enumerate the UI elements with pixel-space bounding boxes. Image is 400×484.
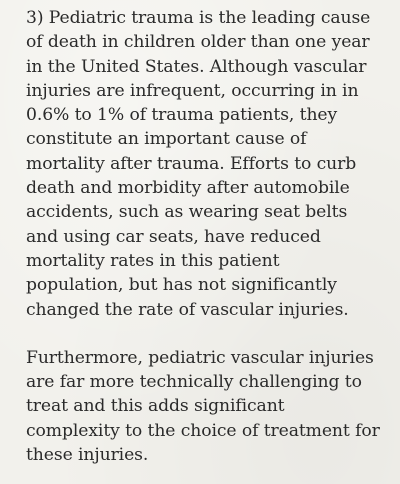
article-paragraph-1: 3) Pediatric trauma is the leading cause of death in children older than one year in the United States. Although vascular injuries are infrequent, occurring in in 0.6% to 1% of trauma patients, they constitute an important cause of mortality after trauma. Efforts to curb death and morbidity after automobile accidents, such as wearing seat belts and using car seats, have reduced mortality rates in this patient population, but has not significantly changed the rate of vascular injuries. — [26, 8, 371, 320]
article-paragraph-2: Furthermore, pediatric vascular injuries are far more technically challenging to treat and this adds significant complexity to the choice of treatment for these injuries. — [26, 347, 380, 466]
